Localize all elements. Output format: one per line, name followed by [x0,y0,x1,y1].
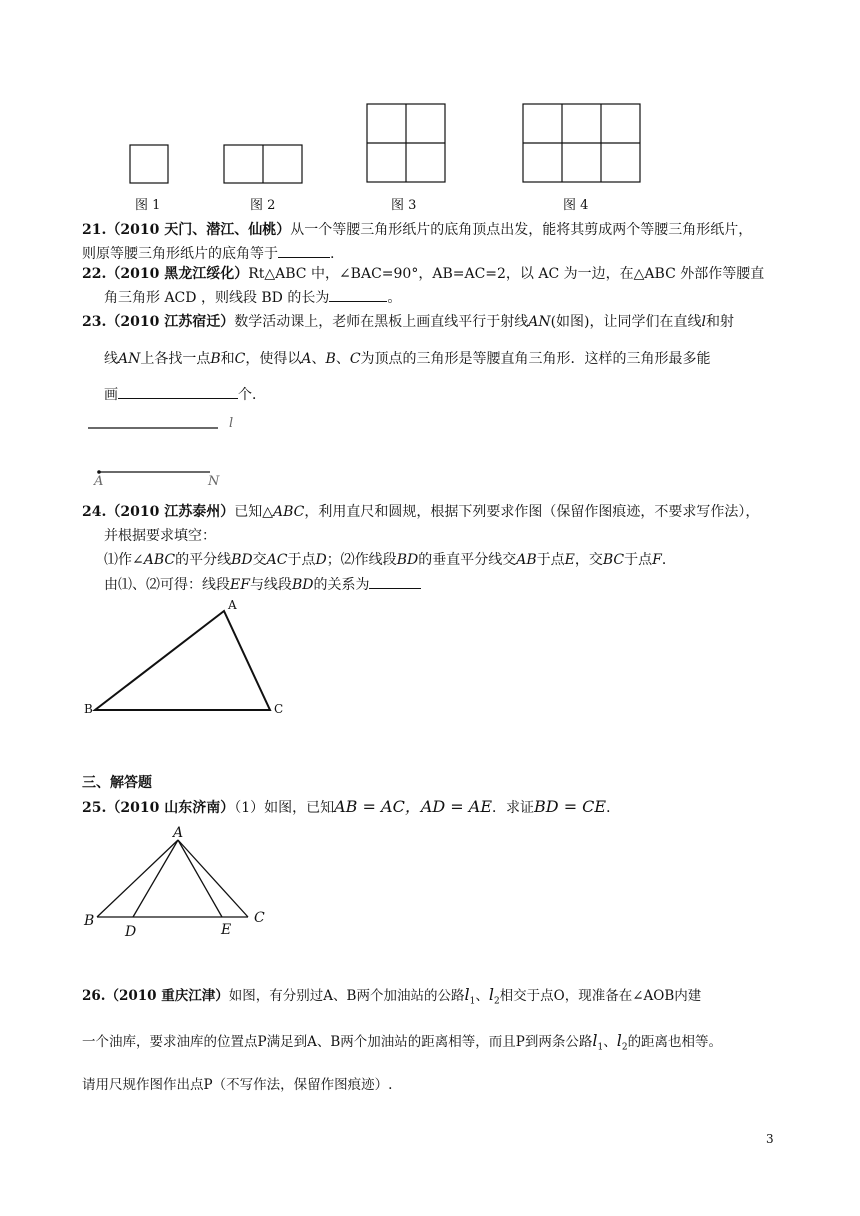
q23-an2: AN [118,351,141,367]
q25-end: ． [606,800,621,816]
q24-label-c: C [274,702,284,716]
q26-sub2b: 2 [621,1042,628,1053]
q23-b: B [210,351,221,367]
q24-t3a: ⑴作∠ [104,552,144,568]
q21-source: （2010 天门、潜江、仙桃） [106,222,291,238]
q24-t3c: 交 [252,552,267,568]
q25-label-b: B [84,913,95,929]
q25-label-a: A [173,825,184,841]
q21-number: 21. [82,222,107,238]
q25-label-c: C [254,910,265,926]
q23-t1b: (如图)，让同学们在直线 [550,314,702,330]
q24-t3e: ；⑵作线段 [326,552,397,568]
q26-l1b: l [592,1031,598,1050]
q24-t3d: 于点 [287,552,316,568]
q23-source: （2010 江苏宿迁） [106,314,235,330]
q24-abc: ABC [272,504,305,520]
section-title: 三、解答题 [82,775,152,791]
q24-t1a: 已知△ [234,504,273,520]
q24-label-a: A [228,598,237,612]
q23-t3a: 画 [104,387,118,403]
q23-fig-label-n: N [208,474,220,489]
q23-c: C [234,351,246,367]
caption-fig2: 图 2 [250,198,276,213]
q23-sep1: 、 [311,351,326,367]
q24-t3g: 于点 [536,552,565,568]
q23-t2e: 为顶点的三角形是等腰直角三角形．这样的三角形最多能 [360,351,711,367]
q22-line2 [104,287,401,308]
q23-t2c: 和 [220,351,235,367]
q26-number: 26. [82,988,106,1004]
q24-triangle [0,590,320,730]
q21-blank [278,243,330,258]
fig1-square [130,145,168,183]
q25-eq1: AB = AC，AD = AE [334,797,493,816]
q24-t3j: ． [661,552,676,568]
q23-blank [118,384,238,399]
q26-line1 [82,985,701,1012]
q23-figure [0,400,300,490]
q23-line1 [82,312,734,332]
q24-t3h: ，交 [574,552,603,568]
q23-t1c: 和射 [706,314,734,330]
q24-t3i: 于点 [624,552,653,568]
grid-figures [0,0,860,220]
caption-fig3: 图 3 [391,198,417,213]
q24-t4b: 与线段 [249,577,292,593]
q24-line2: 并根据要求填空： [104,528,216,544]
caption-fig4: 图 4 [563,198,589,213]
q24-t3f: 的垂直平分线交 [418,552,517,568]
q22-blank [329,287,387,302]
q26-t1b: 相交于点O，现准备在∠AOB内建 [499,988,702,1004]
q23-t2b: 上各找一点 [140,351,211,367]
q26-line3: 请用尺规作图作出点P（不写作法，保留作图痕迹）. [82,1077,393,1093]
q22-line1 [82,264,764,284]
q24-source: （2010 江苏泰州） [106,504,235,520]
q25-eq2: BD = CE [534,797,607,816]
q21-tail: . [330,246,335,262]
q23-t1a: 数学活动课上，老师在黑板上画直线平行于射线 [234,314,529,330]
q23-t2a: 线 [104,351,118,367]
q21-text2: 则原等腰三角形纸片的底角等于 [82,246,278,262]
q24-t3b: 的平分线 [175,552,232,568]
q25-label-d: D [125,924,137,940]
q23-b2: B [325,351,336,367]
q24-ab: AB [516,552,537,568]
q24-bd3: BD [291,577,314,593]
q23-fig-label-l: l [229,416,234,431]
q26-sub1: 1 [469,996,476,1007]
q24-label-b: B [84,702,93,716]
q22-tail: 。 [387,290,402,306]
q25-label-e: E [221,922,232,938]
q25-number: 25. [82,800,107,816]
q26-line2 [82,1031,722,1058]
q24-t1b: ，利用直尺和圆规，根据下列要求作图（保留作图痕迹，不要求写作法）， [304,504,760,520]
page-number: 3 [766,1132,774,1146]
q22-number: 22. [82,266,107,282]
q24-f: F [652,552,662,568]
q23-a: A [301,351,312,367]
q24-t4c: 的关系为 [313,577,370,593]
q24-d: D [315,552,327,568]
q23-l: l [701,314,706,330]
q26-l1: l [464,985,470,1004]
q26-sep: 、 [475,988,489,1004]
q26-l2b: l [616,1031,622,1050]
q25-source: （2010 山东济南） [106,800,235,816]
q23-c2: C [349,351,361,367]
q24-line1 [82,502,759,522]
q25-line [82,797,620,818]
q26-l2: l [488,985,494,1004]
q24-blank [369,574,421,589]
q24-bc: BC [602,552,625,568]
q21-text1: 从一个等腰三角形纸片的底角顶点出发，能将其剪成两个等腰三角形纸片， [290,222,753,238]
q23-fig-label-a: A [94,474,104,489]
q22-text2: 角三角形 ACD ，则线段 BD 的长为 [104,290,330,306]
q24-bd2: BD [396,552,419,568]
q22-text1: Rt△ABC 中，∠BAC=90°，AB=AC=2，以 AC 为一边，在△ABC 外部作等腰直 [248,266,765,282]
q23-an1: AN [528,314,551,330]
q23-sep2: 、 [335,351,350,367]
q24-ac: AC [266,552,288,568]
q24-ef: EF [230,577,250,593]
q24-number: 24. [82,504,107,520]
q24-t4a: 由⑴、⑵可得：线段 [104,577,230,593]
q26-sub2: 2 [493,996,500,1007]
q22-source: （2010 黑龙江绥化） [106,266,249,282]
q24-e: E [564,552,575,568]
q25-text: （1）如图，已知 [234,800,335,816]
q21-line2 [82,243,334,264]
q23-line2 [104,349,711,369]
q23-t3b: 个． [238,387,266,403]
q23-number: 23. [82,314,107,330]
q24-abc2: ABC [143,552,176,568]
q26-sepb: 、 [603,1034,617,1050]
q26-sub1b: 1 [597,1042,604,1053]
q26-t1a: 如图，有分别过A、B两个加油站的公路 [228,988,465,1004]
q23-t2d: ，使得以 [245,351,302,367]
q21-line1 [82,220,752,240]
q26-t2a: 一个油库，要求油库的位置点P满足到A、B两个加油站的距离相等，而且P到两条公路 [82,1034,593,1050]
q26-source: （2010 重庆江津） [105,988,229,1004]
caption-fig1: 图 1 [135,198,161,213]
q24-bd: BD [231,552,253,568]
q25-mid: ．求证 [492,800,535,816]
q26-t2b: 的距离也相等。 [627,1034,723,1050]
q24-line3 [104,550,676,570]
